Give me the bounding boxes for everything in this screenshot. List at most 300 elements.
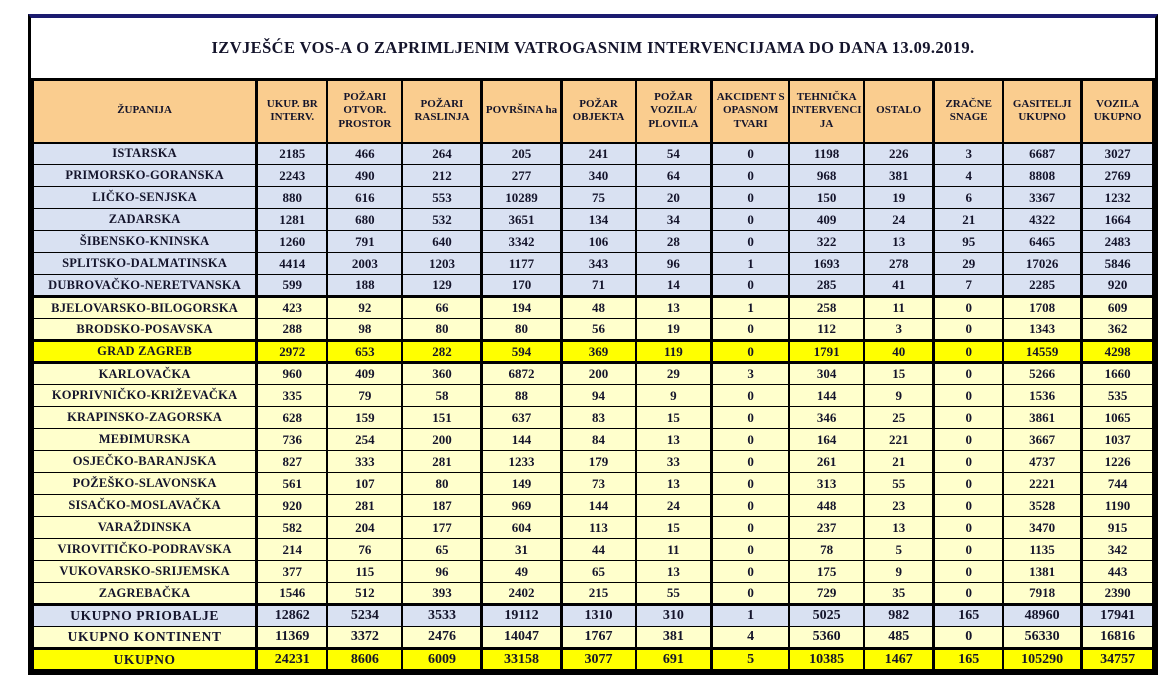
value-cell: 24 — [864, 209, 934, 231]
value-cell: 6009 — [402, 649, 482, 671]
value-cell: 35 — [864, 583, 934, 605]
value-cell: 5025 — [789, 605, 864, 627]
value-cell: 561 — [257, 473, 328, 495]
value-cell: 409 — [789, 209, 864, 231]
value-cell: 3 — [934, 143, 1004, 165]
value-cell: 5234 — [327, 605, 402, 627]
value-cell: 15 — [636, 517, 712, 539]
row-label: BJELOVARSKO-BILOGORSKA — [33, 297, 257, 319]
value-cell: 44 — [561, 539, 636, 561]
table-header-row — [33, 80, 1154, 143]
column-header: POŽARI OTVOR. PROSTOR — [327, 80, 402, 143]
column-header: POŽAR OBJEKTA — [561, 80, 636, 143]
value-cell: 369 — [561, 341, 636, 363]
value-cell: 212 — [402, 165, 482, 187]
value-cell: 41 — [864, 275, 934, 297]
value-cell: 512 — [327, 583, 402, 605]
value-cell: 3 — [712, 363, 789, 385]
column-header: VOZILA UKUPNO — [1082, 80, 1154, 143]
value-cell: 188 — [327, 275, 402, 297]
value-cell: 0 — [934, 473, 1004, 495]
value-cell: 285 — [789, 275, 864, 297]
value-cell: 1177 — [482, 253, 561, 275]
value-cell: 105290 — [1003, 649, 1081, 671]
value-cell: 75 — [561, 187, 636, 209]
row-label: POŽEŠKO-SLAVONSKA — [33, 473, 257, 495]
value-cell: 736 — [257, 429, 328, 451]
value-cell: 264 — [402, 143, 482, 165]
value-cell: 340 — [561, 165, 636, 187]
value-cell: 24231 — [257, 649, 328, 671]
value-cell: 3372 — [327, 627, 402, 649]
value-cell: 485 — [864, 627, 934, 649]
value-cell: 73 — [561, 473, 636, 495]
value-cell: 56 — [561, 319, 636, 341]
county-row — [33, 341, 1154, 363]
value-cell: 200 — [402, 429, 482, 451]
county-row — [33, 209, 1154, 231]
county-row — [33, 165, 1154, 187]
value-cell: 12862 — [257, 605, 328, 627]
value-cell: 1664 — [1082, 209, 1154, 231]
value-cell: 969 — [482, 495, 561, 517]
value-cell: 582 — [257, 517, 328, 539]
value-cell: 1467 — [864, 649, 934, 671]
county-row — [33, 473, 1154, 495]
value-cell: 4414 — [257, 253, 328, 275]
value-cell: 960 — [257, 363, 328, 385]
value-cell: 1203 — [402, 253, 482, 275]
value-cell: 92 — [327, 297, 402, 319]
county-row — [33, 561, 1154, 583]
value-cell: 159 — [327, 407, 402, 429]
value-cell: 150 — [789, 187, 864, 209]
value-cell: 360 — [402, 363, 482, 385]
value-cell: 691 — [636, 649, 712, 671]
value-cell: 4 — [712, 627, 789, 649]
value-cell: 40 — [864, 341, 934, 363]
value-cell: 226 — [864, 143, 934, 165]
value-cell: 48960 — [1003, 605, 1081, 627]
value-cell: 553 — [402, 187, 482, 209]
value-cell: 28 — [636, 231, 712, 253]
value-cell: 282 — [402, 341, 482, 363]
value-cell: 96 — [402, 561, 482, 583]
value-cell: 13 — [636, 473, 712, 495]
value-cell: 0 — [712, 539, 789, 561]
value-cell: 15 — [636, 407, 712, 429]
value-cell: 393 — [402, 583, 482, 605]
value-cell: 277 — [482, 165, 561, 187]
value-cell: 653 — [327, 341, 402, 363]
value-cell: 17026 — [1003, 253, 1081, 275]
county-row — [33, 253, 1154, 275]
value-cell: 609 — [1082, 297, 1154, 319]
value-cell: 94 — [561, 385, 636, 407]
value-cell: 175 — [789, 561, 864, 583]
value-cell: 0 — [712, 319, 789, 341]
value-cell: 5 — [712, 649, 789, 671]
column-header: TEHNIČKA INTERVENCIJA — [789, 80, 864, 143]
row-label: UKUPNO KONTINENT — [33, 627, 257, 649]
value-cell: 21 — [864, 451, 934, 473]
value-cell: 2221 — [1003, 473, 1081, 495]
value-cell: 56330 — [1003, 627, 1081, 649]
value-cell: 119 — [636, 341, 712, 363]
county-row — [33, 583, 1154, 605]
value-cell: 200 — [561, 363, 636, 385]
value-cell: 310 — [636, 605, 712, 627]
row-label: KARLOVAČKA — [33, 363, 257, 385]
value-cell: 1 — [712, 297, 789, 319]
value-cell: 6872 — [482, 363, 561, 385]
value-cell: 13 — [636, 429, 712, 451]
row-label: ISTARSKA — [33, 143, 257, 165]
value-cell: 3470 — [1003, 517, 1081, 539]
value-cell: 827 — [257, 451, 328, 473]
value-cell: 205 — [482, 143, 561, 165]
value-cell: 4298 — [1082, 341, 1154, 363]
value-cell: 204 — [327, 517, 402, 539]
value-cell: 9 — [864, 385, 934, 407]
value-cell: 31 — [482, 539, 561, 561]
value-cell: 915 — [1082, 517, 1154, 539]
row-label: ŠIBENSKO-KNINSKA — [33, 231, 257, 253]
value-cell: 11 — [864, 297, 934, 319]
column-header-zupanija: ŽUPANIJA — [33, 80, 257, 143]
value-cell: 2483 — [1082, 231, 1154, 253]
value-cell: 241 — [561, 143, 636, 165]
row-label: VUKOVARSKO-SRIJEMSKA — [33, 561, 257, 583]
value-cell: 637 — [482, 407, 561, 429]
value-cell: 13 — [864, 231, 934, 253]
value-cell: 80 — [402, 319, 482, 341]
column-header: OSTALO — [864, 80, 934, 143]
value-cell: 1 — [712, 605, 789, 627]
county-row — [33, 319, 1154, 341]
value-cell: 2243 — [257, 165, 328, 187]
value-cell: 49 — [482, 561, 561, 583]
value-cell: 0 — [934, 429, 1004, 451]
value-cell: 71 — [561, 275, 636, 297]
total-row — [33, 649, 1154, 671]
value-cell: 0 — [934, 517, 1004, 539]
value-cell: 8606 — [327, 649, 402, 671]
value-cell: 10289 — [482, 187, 561, 209]
column-header: POŽARI RASLINJA — [402, 80, 482, 143]
value-cell: 54 — [636, 143, 712, 165]
county-row — [33, 429, 1154, 451]
value-cell: 744 — [1082, 473, 1154, 495]
value-cell: 1791 — [789, 341, 864, 363]
value-cell: 1190 — [1082, 495, 1154, 517]
county-row — [33, 451, 1154, 473]
value-cell: 3861 — [1003, 407, 1081, 429]
value-cell: 76 — [327, 539, 402, 561]
county-row — [33, 407, 1154, 429]
value-cell: 5360 — [789, 627, 864, 649]
value-cell: 466 — [327, 143, 402, 165]
value-cell: 134 — [561, 209, 636, 231]
value-cell: 261 — [789, 451, 864, 473]
value-cell: 0 — [712, 385, 789, 407]
value-cell: 0 — [934, 539, 1004, 561]
value-cell: 165 — [934, 649, 1004, 671]
value-cell: 6465 — [1003, 231, 1081, 253]
value-cell: 1767 — [561, 627, 636, 649]
value-cell: 288 — [257, 319, 328, 341]
value-cell: 2769 — [1082, 165, 1154, 187]
value-cell: 2003 — [327, 253, 402, 275]
value-cell: 84 — [561, 429, 636, 451]
value-cell: 599 — [257, 275, 328, 297]
county-row — [33, 363, 1154, 385]
row-label: ZADARSKA — [33, 209, 257, 231]
value-cell: 2285 — [1003, 275, 1081, 297]
value-cell: 1233 — [482, 451, 561, 473]
value-cell: 3533 — [402, 605, 482, 627]
value-cell: 1381 — [1003, 561, 1081, 583]
value-cell: 80 — [402, 473, 482, 495]
value-cell: 11369 — [257, 627, 328, 649]
value-cell: 170 — [482, 275, 561, 297]
value-cell: 25 — [864, 407, 934, 429]
value-cell: 24 — [636, 495, 712, 517]
value-cell: 16816 — [1082, 627, 1154, 649]
value-cell: 920 — [1082, 275, 1154, 297]
value-cell: 80 — [482, 319, 561, 341]
value-cell: 0 — [712, 275, 789, 297]
row-label: UKUPNO PRIOBALJE — [33, 605, 257, 627]
value-cell: 66 — [402, 297, 482, 319]
value-cell: 19 — [864, 187, 934, 209]
report-title: IZVJEŠĆE VOS-A O ZAPRIMLJENIM VATROGASNIM INTERVENCIJAMA DO DANA 13.09.2019. — [211, 38, 975, 57]
value-cell: 1260 — [257, 231, 328, 253]
interventions-table — [31, 78, 1155, 672]
value-cell: 64 — [636, 165, 712, 187]
value-cell: 13 — [864, 517, 934, 539]
value-cell: 0 — [934, 407, 1004, 429]
value-cell: 65 — [561, 561, 636, 583]
value-cell: 0 — [934, 495, 1004, 517]
value-cell: 221 — [864, 429, 934, 451]
value-cell: 0 — [934, 561, 1004, 583]
county-row — [33, 297, 1154, 319]
column-header: AKCIDENT S OPASNOM TVARI — [712, 80, 789, 143]
value-cell: 281 — [402, 451, 482, 473]
column-header: GASITELJI UKUPNO — [1003, 80, 1081, 143]
value-cell: 2972 — [257, 341, 328, 363]
value-cell: 55 — [864, 473, 934, 495]
value-cell: 322 — [789, 231, 864, 253]
value-cell: 11 — [636, 539, 712, 561]
value-cell: 616 — [327, 187, 402, 209]
row-label: VIROVITIČKO-PODRAVSKA — [33, 539, 257, 561]
value-cell: 8808 — [1003, 165, 1081, 187]
value-cell: 0 — [712, 451, 789, 473]
value-cell: 0 — [934, 319, 1004, 341]
value-cell: 215 — [561, 583, 636, 605]
value-cell: 628 — [257, 407, 328, 429]
value-cell: 5846 — [1082, 253, 1154, 275]
value-cell: 3 — [864, 319, 934, 341]
column-header: POŽAR VOZILA/ PLOVILA — [636, 80, 712, 143]
value-cell: 29 — [934, 253, 1004, 275]
value-cell: 151 — [402, 407, 482, 429]
value-cell: 144 — [789, 385, 864, 407]
value-cell: 83 — [561, 407, 636, 429]
value-cell: 0 — [712, 341, 789, 363]
value-cell: 3651 — [482, 209, 561, 231]
value-cell: 333 — [327, 451, 402, 473]
value-cell: 304 — [789, 363, 864, 385]
value-cell: 0 — [712, 143, 789, 165]
value-cell: 0 — [934, 385, 1004, 407]
report-frame — [28, 14, 1158, 675]
value-cell: 164 — [789, 429, 864, 451]
row-label: UKUPNO — [33, 649, 257, 671]
value-cell: 23 — [864, 495, 934, 517]
value-cell: 258 — [789, 297, 864, 319]
value-cell: 20 — [636, 187, 712, 209]
value-cell: 1037 — [1082, 429, 1154, 451]
value-cell: 1281 — [257, 209, 328, 231]
value-cell: 362 — [1082, 319, 1154, 341]
value-cell: 78 — [789, 539, 864, 561]
table-header — [33, 80, 1154, 143]
column-header: ZRAČNE SNAGE — [934, 80, 1004, 143]
value-cell: 129 — [402, 275, 482, 297]
row-label: ZAGREBAČKA — [33, 583, 257, 605]
value-cell: 55 — [636, 583, 712, 605]
value-cell: 0 — [712, 187, 789, 209]
value-cell: 0 — [712, 561, 789, 583]
row-label: KOPRIVNIČKO-KRIŽEVAČKA — [33, 385, 257, 407]
value-cell: 443 — [1082, 561, 1154, 583]
value-cell: 920 — [257, 495, 328, 517]
county-row — [33, 517, 1154, 539]
value-cell: 281 — [327, 495, 402, 517]
value-cell: 1310 — [561, 605, 636, 627]
value-cell: 0 — [934, 341, 1004, 363]
value-cell: 2476 — [402, 627, 482, 649]
value-cell: 0 — [934, 297, 1004, 319]
value-cell: 29 — [636, 363, 712, 385]
value-cell: 409 — [327, 363, 402, 385]
value-cell: 0 — [934, 583, 1004, 605]
value-cell: 5266 — [1003, 363, 1081, 385]
value-cell: 187 — [402, 495, 482, 517]
value-cell: 95 — [934, 231, 1004, 253]
value-cell: 0 — [934, 363, 1004, 385]
value-cell: 34757 — [1082, 649, 1154, 671]
value-cell: 729 — [789, 583, 864, 605]
value-cell: 3667 — [1003, 429, 1081, 451]
value-cell: 4322 — [1003, 209, 1081, 231]
value-cell: 0 — [712, 495, 789, 517]
value-cell: 0 — [712, 209, 789, 231]
value-cell: 6 — [934, 187, 1004, 209]
value-cell: 448 — [789, 495, 864, 517]
value-cell: 0 — [712, 165, 789, 187]
county-row — [33, 187, 1154, 209]
value-cell: 1065 — [1082, 407, 1154, 429]
value-cell: 1226 — [1082, 451, 1154, 473]
row-label: PRIMORSKO-GORANSKA — [33, 165, 257, 187]
value-cell: 107 — [327, 473, 402, 495]
value-cell: 0 — [712, 429, 789, 451]
value-cell: 13 — [636, 561, 712, 583]
value-cell: 3367 — [1003, 187, 1081, 209]
value-cell: 3342 — [482, 231, 561, 253]
value-cell: 2402 — [482, 583, 561, 605]
value-cell: 115 — [327, 561, 402, 583]
total-row — [33, 605, 1154, 627]
value-cell: 3077 — [561, 649, 636, 671]
column-header: POVRŠINA ha — [482, 80, 561, 143]
value-cell: 381 — [636, 627, 712, 649]
value-cell: 1198 — [789, 143, 864, 165]
value-cell: 9 — [636, 385, 712, 407]
value-cell: 880 — [257, 187, 328, 209]
row-label: KRAPINSKO-ZAGORSKA — [33, 407, 257, 429]
value-cell: 680 — [327, 209, 402, 231]
value-cell: 19112 — [482, 605, 561, 627]
value-cell: 165 — [934, 605, 1004, 627]
value-cell: 98 — [327, 319, 402, 341]
county-row — [33, 143, 1154, 165]
value-cell: 144 — [561, 495, 636, 517]
value-cell: 278 — [864, 253, 934, 275]
row-label: LIČKO-SENJSKA — [33, 187, 257, 209]
value-cell: 343 — [561, 253, 636, 275]
value-cell: 10385 — [789, 649, 864, 671]
row-label: GRAD ZAGREB — [33, 341, 257, 363]
value-cell: 0 — [712, 583, 789, 605]
value-cell: 968 — [789, 165, 864, 187]
value-cell: 791 — [327, 231, 402, 253]
value-cell: 490 — [327, 165, 402, 187]
row-label: DUBROVAČKO-NERETVANSKA — [33, 275, 257, 297]
value-cell: 14047 — [482, 627, 561, 649]
value-cell: 423 — [257, 297, 328, 319]
value-cell: 113 — [561, 517, 636, 539]
value-cell: 144 — [482, 429, 561, 451]
value-cell: 149 — [482, 473, 561, 495]
value-cell: 48 — [561, 297, 636, 319]
value-cell: 1536 — [1003, 385, 1081, 407]
value-cell: 21 — [934, 209, 1004, 231]
value-cell: 9 — [864, 561, 934, 583]
value-cell: 14 — [636, 275, 712, 297]
value-cell: 335 — [257, 385, 328, 407]
value-cell: 0 — [712, 473, 789, 495]
county-row — [33, 495, 1154, 517]
value-cell: 7918 — [1003, 583, 1081, 605]
column-header: UKUP. BR INTERV. — [257, 80, 328, 143]
value-cell: 96 — [636, 253, 712, 275]
value-cell: 594 — [482, 341, 561, 363]
value-cell: 0 — [934, 627, 1004, 649]
value-cell: 14559 — [1003, 341, 1081, 363]
value-cell: 0 — [712, 407, 789, 429]
value-cell: 377 — [257, 561, 328, 583]
value-cell: 2390 — [1082, 583, 1154, 605]
value-cell: 19 — [636, 319, 712, 341]
value-cell: 177 — [402, 517, 482, 539]
value-cell: 33158 — [482, 649, 561, 671]
value-cell: 194 — [482, 297, 561, 319]
